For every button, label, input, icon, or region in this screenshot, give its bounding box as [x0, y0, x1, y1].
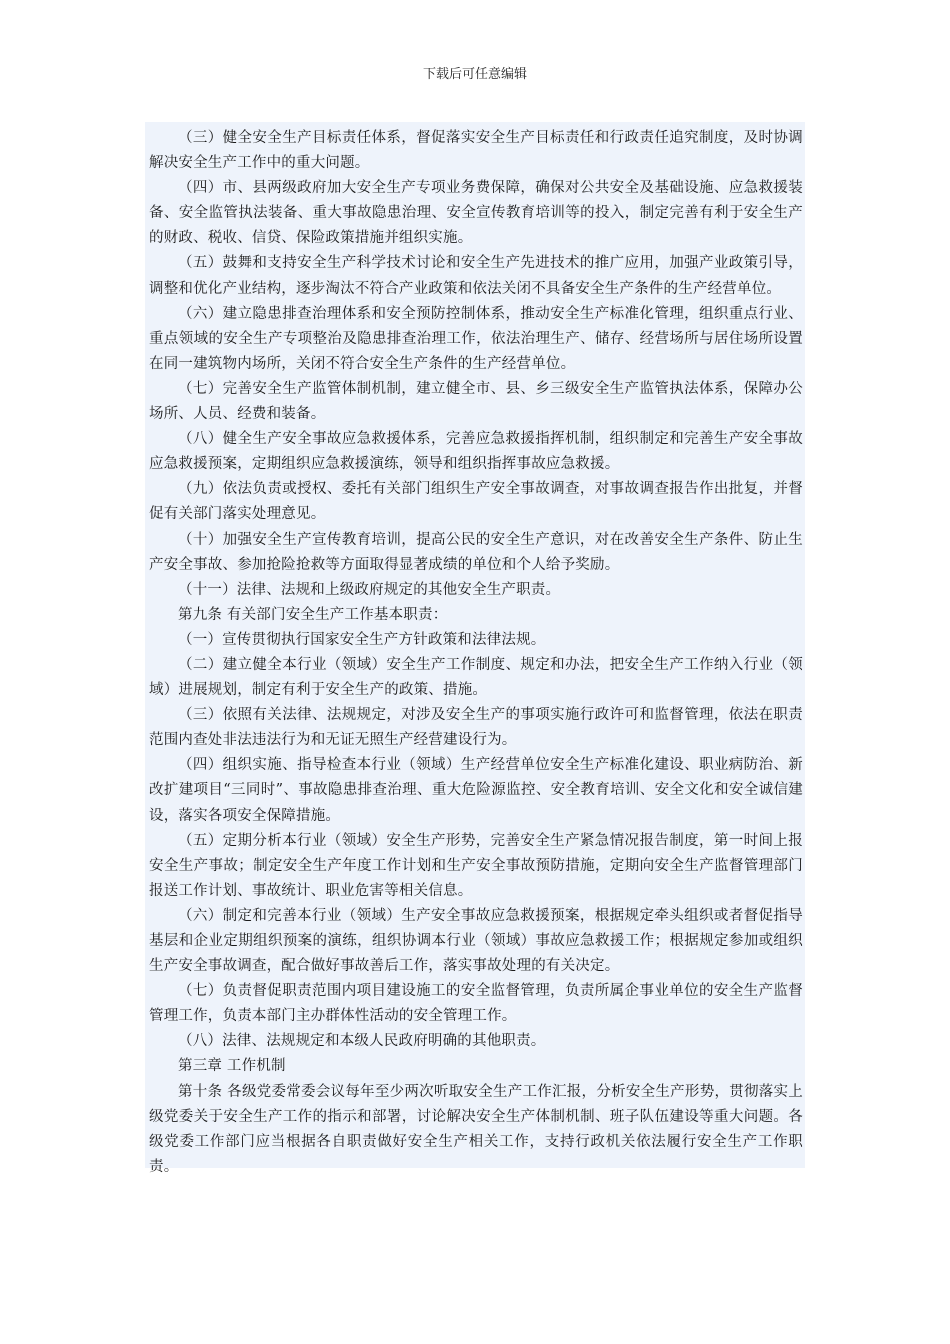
paragraph: （七）负责督促职责范围内项目建设施工的安全监督管理，负责所属企事业单位的安全生产监督管理工作，负责本部门主办群体性活动的安全管理工作。 — [149, 983, 803, 1025]
paragraph: （十）加强安全生产宣传教育培训，提高公民的安全生产意识，对在改善安全生产条件、防止生产安全事故、参加抢险抢救等方面取得显著成绩的单位和个人给予奖励。 — [149, 531, 803, 573]
paragraph: （六）建立隐患排查治理体系和安全预防控制体系，推动安全生产标准化管理，组织重点行业、重点领域的安全生产专项整治及隐患排查治理工作，依法治理生产、储存、经营场所与居住场所设置在同一建筑物内场所，关闭不符合安全生产条件的生产经营单位。 — [149, 305, 803, 372]
paragraph: （九）依法负责或授权、委托有关部门组织生产安全事故调查，对事故调查报告作出批复，并督促有关部门落实处理意见。 — [149, 481, 803, 523]
paragraph: （五）定期分析本行业（领域）安全生产形势，完善安全生产紧急情况报告制度，第一时间上报安全生产事故；制定安全生产年度工作计划和生产安全事故预防措施，定期向安全生产监督管理部门报送工作计划、事故统计、职业危害等相关信息。 — [149, 832, 803, 899]
paragraph: （一）宣传贯彻执行国家安全生产方针政策和法律法规。 — [178, 631, 546, 648]
paragraph: （八）健全生产安全事故应急救援体系，完善应急救援指挥机制，组织制定和完善生产安全事故应急救援预案，定期组织应急救援演练，领导和组织指挥事故应急救援。 — [149, 431, 803, 473]
paragraph: 第十条 各级党委常委会议每年至少两次听取安全生产工作汇报，分析安全生产形势，贯彻落实上级党委关于安全生产工作的指示和部署，讨论解决安全生产体制机制、班子队伍建设等重大问题。各级党委工作部门应当根据各自职责做好安全生产相关工作，支持行政机关依法履行安全生产工作职责。 — [149, 1083, 803, 1175]
chapter-heading: 第三章 工作机制 — [178, 1058, 286, 1075]
document-body — [145, 122, 805, 1175]
paragraph: （四）市、县两级政府加大安全生产专项业务费保障，确保对公共安全及基础设施、应急救援装备、安全监管执法装备、重大事故隐患治理、安全宣传教育培训等的投入，制定完善有利于安全生产的财政、税收、信贷、保险政策措施并组织实施。 — [149, 180, 803, 247]
paragraph: （八）法律、法规规定和本级人民政府明确的其他职责。 — [178, 1033, 546, 1050]
paragraph: （二）建立健全本行业（领域）安全生产工作制度、规定和办法，把安全生产工作纳入行业（领域）进展规划，制定有利于安全生产的政策、措施。 — [149, 656, 803, 699]
paragraph: （七）完善安全生产监管体制机制，建立健全市、县、乡三级安全生产监管执法体系，保障办公场所、人员、经费和装备。 — [149, 380, 803, 423]
page-header: 下载后可任意编辑 — [422, 67, 527, 82]
paragraph: （六）制定和完善本行业（领域）生产安全事故应急救援预案，根据规定牵头组织或者督促指导基层和企业定期组织预案的演练，组织协调本行业（领域）事故应急救援工作；根据规定参加或组织生产安全事故调查，配合做好事故善后工作，落实事故处理的有关决定。 — [149, 907, 803, 975]
paragraph: （五）鼓舞和支持安全生产科学技术讨论和安全生产先进技术的推广应用，加强产业政策引导，调整和优化产业结构，逐步淘汰不符合产业政策和依法关闭不具备安全生产条件的生产经营单位。 — [149, 255, 803, 297]
article-heading: 第九条 有关部门安全生产工作基本职责： — [178, 606, 448, 623]
paragraph: （四）组织实施、指导检查本行业（领域）生产经营单位安全生产标准化建设、职业病防治、新改扩建项目“三同时”、事故隐患排查治理、重大危险源监控、安全教育培训、安全文化和安全诚信建设，落实各项安全保障措施。 — [149, 757, 803, 824]
paragraph: （三）依照有关法律、法规规定，对涉及安全生产的事项实施行政许可和监督管理，依法在职责范围内查处非法违法行为和无证无照生产经营建设行为。 — [149, 707, 803, 749]
paragraph: （三）健全安全生产目标责任体系，督促落实安全生产目标责任和行政责任追究制度，及时协调解决安全生产工作中的重大问题。 — [149, 130, 803, 172]
paragraph: （十一）法律、法规和上级政府规定的其他安全生产职责。 — [178, 581, 561, 598]
